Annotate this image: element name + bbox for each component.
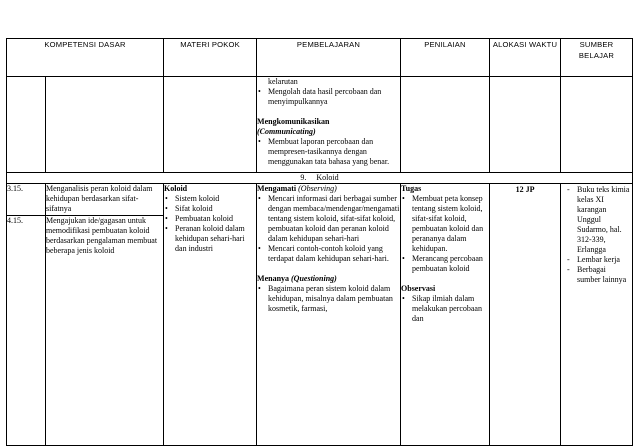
prev-penilaian-cell (401, 77, 490, 173)
kd-text: Menganalisis peran koloid dalam kehidupan berdasarkan sifat-sifatnya (46, 184, 164, 216)
alokasi-cell: 12 JP (490, 184, 561, 446)
sumber-item: - Lembar kerja (561, 255, 630, 265)
penilaian-heading: Tugas (401, 184, 422, 193)
prev-bullet-item: • Mengolah data hasil percobaan dan menyimpulkannya (257, 87, 400, 107)
prev-materi-cell (164, 77, 257, 173)
pembelajaran-heading-2-en: (Questioning) (291, 274, 337, 283)
prev-alokasi-cell (490, 77, 561, 173)
section-title: Koloid (316, 173, 339, 182)
penilaian-heading-2: Observasi (401, 284, 436, 293)
kd-code: 3.15. (7, 184, 46, 216)
prev-sumber-cell (561, 77, 633, 173)
penilaian-item: • Membuat peta konsep tentang sistem koloid, sifat-sifat koloid, pembuatan koloid dan perananya dalam kehidupan. (401, 194, 489, 254)
header-penilaian: PENILAIAN (401, 39, 490, 77)
header-alokasi-waktu: ALOKASI WAKTU (490, 39, 561, 77)
kd-row-1 (7, 184, 633, 216)
header-materi-pokok: MATERI POKOK (164, 39, 257, 77)
materi-item: • Pembuatan koloid (164, 214, 256, 224)
penilaian-list-2 (401, 294, 489, 324)
prev-heading: Mengkomunikasikan (257, 117, 330, 126)
sumber-item: - Buku teks kimia kelas XI karangan Unggul Sudarmo, hal. 312-339, Erlangga (561, 185, 630, 255)
prev-bullet-list (257, 87, 400, 107)
sumber-item: - Berbagai sumber lainnya (561, 265, 630, 285)
header-pembelajaran: PEMBELAJARAN (257, 39, 401, 77)
pembelajaran-list (257, 194, 400, 264)
penilaian-list (401, 194, 489, 274)
prev-code-cell (7, 77, 46, 173)
materi-cell (164, 184, 257, 446)
pembelajaran-list-2 (257, 284, 400, 314)
continued-row (7, 77, 633, 173)
materi-item: • Peranan koloid dalam kehidupan sehari-hari dan industri (164, 224, 256, 254)
penilaian-item: • Sikap ilmiah dalam melakukan percobaan dan (401, 294, 489, 324)
prev-kd-cell (46, 77, 164, 173)
section-title-cell (7, 173, 633, 184)
prev-line: kelarutan (268, 77, 298, 86)
pembelajaran-heading-2: Menanya (257, 274, 290, 283)
penilaian-item: • Merancang percobaan pembuatan koloid (401, 254, 489, 274)
pembelajaran-heading-en: (Observing) (298, 184, 337, 193)
kd-text: Mengajukan ide/gagasan untuk memodifikasi pembuatan koloid berdasarkan pengalaman membuat beberapa jenis koloid (46, 216, 164, 446)
kd-code: 4.15. (7, 216, 46, 446)
header-row (7, 39, 633, 77)
section-row (7, 173, 633, 184)
materi-item: • Sifat koloid (164, 204, 256, 214)
pembelajaran-item: • Mencari contoh-contoh koloid yang terdapat dalam kehidupan sehari-hari. (257, 244, 400, 264)
header-sumber-belajar: SUMBER BELAJAR (561, 39, 633, 77)
prev-heading-en: (Communicating) (257, 127, 316, 136)
pembelajaran-item: • Bagaimana peran sistem koloid dalam kehidupan, misalnya dalam pembuatan kosmetik, farmasi, (257, 284, 400, 314)
pembelajaran-heading: Mengamati (257, 184, 297, 193)
pembelajaran-cell (257, 184, 401, 446)
materi-item: • Sistem koloid (164, 194, 256, 204)
prev-bullet-list-2 (257, 137, 400, 167)
syllabus-table (6, 38, 633, 446)
sumber-cell (561, 184, 633, 446)
section-number: 9. (300, 173, 307, 182)
materi-list (164, 194, 256, 254)
prev-bullet-item-2: • Membuat laporan percobaan dan mempresen-tasikannya dengan menggunakan tata bahasa yang benar. (257, 137, 400, 167)
penilaian-cell (401, 184, 490, 446)
materi-title: Koloid (164, 184, 188, 193)
sumber-list (561, 185, 630, 285)
header-kompetensi-dasar: KOMPETENSI DASAR (7, 39, 164, 77)
pembelajaran-item: • Mencari informasi dari berbagai sumber dengan membaca/mendengar/mengamati tentang sistem koloid, sifat-sifat koloid, pembuatan koloid dan peranan koloid dalam kehidupan sehari-hari (257, 194, 400, 244)
prev-pembelajaran-cell (257, 77, 401, 173)
